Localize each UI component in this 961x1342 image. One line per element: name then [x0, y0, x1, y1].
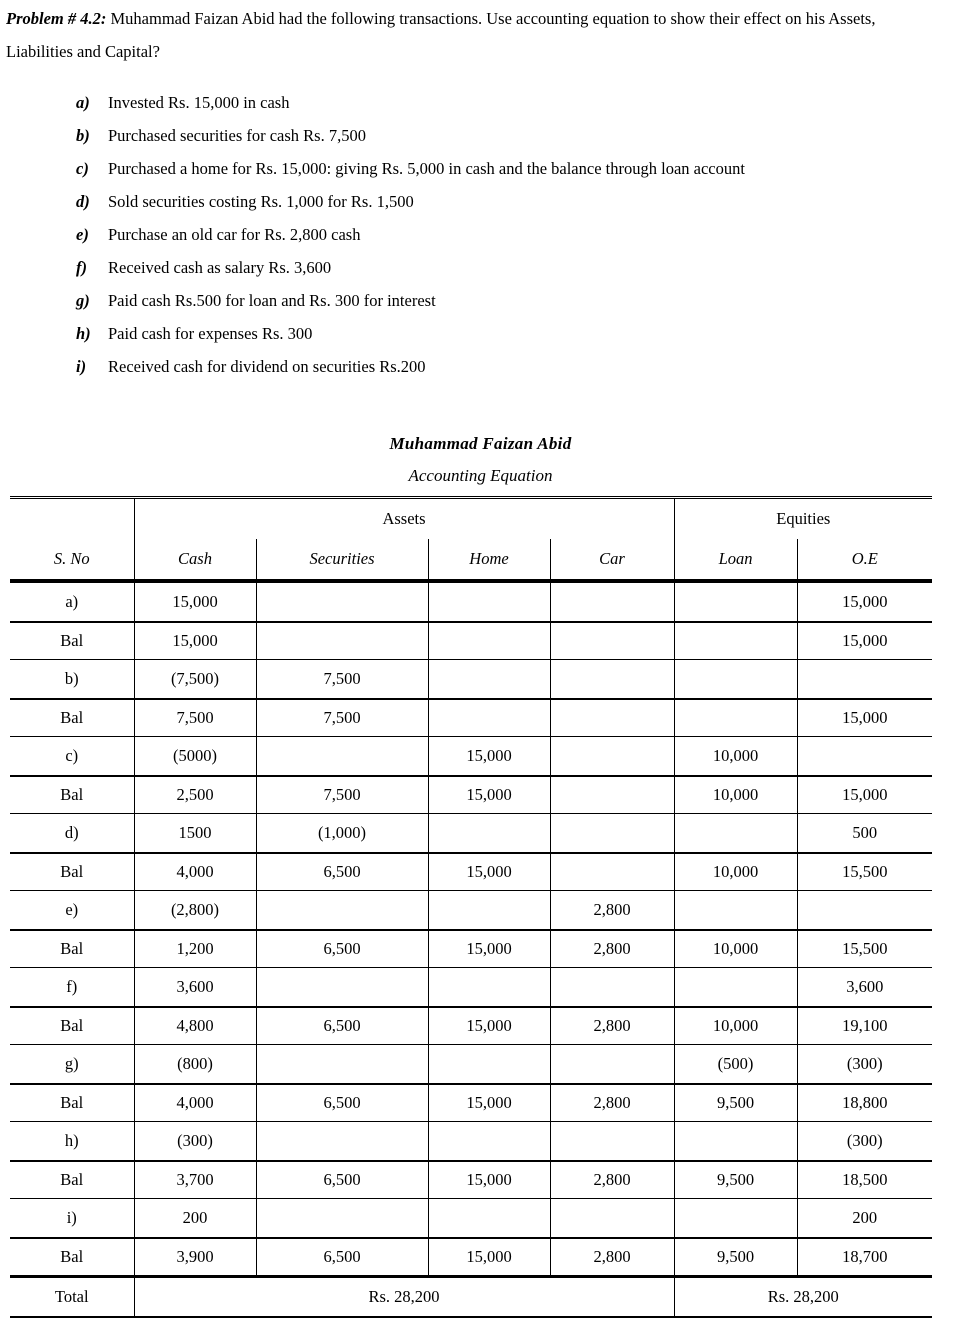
- cell-cash: 15,000: [134, 622, 256, 660]
- column-header-securities: Securities: [256, 539, 428, 581]
- balance-row: [10, 1007, 932, 1045]
- cell-loan: 9,500: [674, 1161, 797, 1199]
- cell-home: [428, 891, 550, 931]
- balance-row: [10, 1238, 932, 1277]
- cell-car: 2,800: [550, 1007, 674, 1045]
- transaction-letter: e): [76, 225, 89, 244]
- transaction-item: [70, 218, 745, 251]
- cell-home: 15,000: [428, 930, 550, 968]
- cell-home: 15,000: [428, 853, 550, 891]
- cell-home: 15,000: [428, 1084, 550, 1122]
- cell-securities: [256, 891, 428, 931]
- cell-loan: [674, 1199, 797, 1239]
- cell-securities: 6,500: [256, 1007, 428, 1045]
- transaction-row: [10, 737, 932, 777]
- cell-cash: (5000): [134, 737, 256, 777]
- balance-row: [10, 1161, 932, 1199]
- cell-loan: 9,500: [674, 1238, 797, 1277]
- transaction-text: Purchase an old car for Rs. 2,800 cash: [108, 225, 361, 244]
- cell-sno: g): [10, 1045, 134, 1085]
- cell-car: 2,800: [550, 930, 674, 968]
- balance-row: [10, 930, 932, 968]
- transaction-row: [10, 1199, 932, 1239]
- cell-car: 2,800: [550, 1084, 674, 1122]
- cell-oe: 15,500: [842, 862, 888, 881]
- transaction-row: [10, 1122, 932, 1162]
- cell-cash: (7,500): [134, 660, 256, 700]
- cell-oe: 15,000: [842, 785, 888, 804]
- cell-oe: 18,700: [842, 1247, 888, 1266]
- cell-cash: 1,200: [134, 930, 256, 968]
- cell-car: [550, 814, 674, 854]
- column-header-car: Car: [550, 539, 674, 581]
- cell-sno: b): [10, 660, 134, 700]
- transaction-row: [10, 891, 932, 931]
- cell-sno: Bal: [10, 930, 134, 968]
- cell-securities: 6,500: [256, 1238, 428, 1277]
- cell-loan: 10,000: [674, 853, 797, 891]
- transaction-item: [70, 185, 745, 218]
- transaction-letter: f): [76, 258, 87, 277]
- cell-loan: 10,000: [674, 1007, 797, 1045]
- column-header-loan: Loan: [674, 539, 797, 581]
- cell-oe: [797, 737, 932, 777]
- cell-oe: [797, 891, 932, 931]
- cell-car: [550, 853, 674, 891]
- balance-row: [10, 776, 932, 814]
- cell-sno: Bal: [10, 1161, 134, 1199]
- total-label: Total: [10, 1277, 134, 1318]
- cell-car: 2,800: [550, 1238, 674, 1277]
- transaction-letter: h): [76, 324, 91, 343]
- cell-sno: c): [10, 737, 134, 777]
- cell-securities: [256, 737, 428, 777]
- cell-loan: [674, 968, 797, 1008]
- column-header-oe: O.E: [851, 549, 878, 568]
- total-assets: Rs. 28,200: [134, 1277, 674, 1318]
- cell-oe: 15,000: [842, 592, 888, 611]
- transaction-item: [70, 284, 745, 317]
- cell-securities: 6,500: [256, 930, 428, 968]
- cell-sno: f): [10, 968, 134, 1008]
- transaction-item: [70, 86, 745, 119]
- cell-home: 15,000: [428, 776, 550, 814]
- cell-car: [550, 699, 674, 737]
- cell-home: 15,000: [428, 737, 550, 777]
- cell-oe: 19,100: [842, 1016, 888, 1035]
- transaction-row: [10, 814, 932, 854]
- balance-row: [10, 853, 932, 891]
- cell-sno: Bal: [10, 699, 134, 737]
- owner-name: Muhammad Faizan Abid: [389, 434, 572, 453]
- cell-cash: 3,700: [134, 1161, 256, 1199]
- statement-heading: [0, 428, 961, 492]
- cell-sno: Bal: [10, 776, 134, 814]
- cell-oe: 15,000: [842, 708, 888, 727]
- balance-row: [10, 1084, 932, 1122]
- problem-label: Problem # 4.2:: [6, 9, 107, 28]
- cell-car: [550, 737, 674, 777]
- cell-sno: Bal: [10, 1238, 134, 1277]
- cell-sno: Bal: [10, 853, 134, 891]
- cell-securities: 6,500: [256, 853, 428, 891]
- cell-securities: [256, 968, 428, 1008]
- cell-oe: (300): [846, 1131, 883, 1150]
- cell-car: [550, 776, 674, 814]
- transaction-letter: i): [76, 357, 87, 376]
- transaction-row: [10, 968, 932, 1008]
- cell-car: [550, 968, 674, 1008]
- column-header-row: [10, 539, 932, 581]
- cell-oe: 18,800: [842, 1093, 888, 1112]
- cell-oe: [797, 660, 932, 700]
- cell-securities: [256, 1199, 428, 1239]
- cell-car: 2,800: [550, 1161, 674, 1199]
- cell-oe: (300): [846, 1054, 883, 1073]
- group-header-row: [10, 498, 932, 540]
- cell-loan: [674, 581, 797, 622]
- cell-securities: 6,500: [256, 1084, 428, 1122]
- cell-loan: 9,500: [674, 1084, 797, 1122]
- cell-sno: d): [10, 814, 134, 854]
- cell-securities: [256, 622, 428, 660]
- total-row: [10, 1277, 932, 1318]
- column-header-sno: S. No: [10, 539, 134, 581]
- cell-securities: [256, 1045, 428, 1085]
- cell-loan: [674, 660, 797, 700]
- cell-home: [428, 1122, 550, 1162]
- transaction-text: Purchased a home for Rs. 15,000: giving Rs. 5,000 in cash and the balance through loan account: [108, 159, 745, 178]
- cell-loan: (500): [674, 1045, 797, 1085]
- cell-sno: Bal: [10, 1084, 134, 1122]
- cell-cash: 4,000: [134, 1084, 256, 1122]
- transaction-row: [10, 1045, 932, 1085]
- cell-cash: (300): [134, 1122, 256, 1162]
- transaction-text: Purchased securities for cash Rs. 7,500: [108, 126, 366, 145]
- cell-cash: 15,000: [134, 581, 256, 622]
- cell-cash: (800): [134, 1045, 256, 1085]
- cell-cash: 3,600: [134, 968, 256, 1008]
- cell-cash: 4,800: [134, 1007, 256, 1045]
- cell-securities: [256, 1122, 428, 1162]
- transaction-letter: d): [76, 192, 90, 211]
- balance-row: [10, 622, 932, 660]
- cell-securities: 7,500: [256, 699, 428, 737]
- cell-sno: Bal: [10, 622, 134, 660]
- cell-securities: 7,500: [256, 776, 428, 814]
- cell-home: [428, 814, 550, 854]
- problem-statement: [6, 2, 946, 68]
- cell-home: [428, 699, 550, 737]
- transaction-item: [70, 152, 745, 185]
- cell-oe: 15,000: [842, 631, 888, 650]
- cell-sno: Bal: [10, 1007, 134, 1045]
- transaction-row: [10, 660, 932, 700]
- cell-home: 15,000: [428, 1238, 550, 1277]
- cell-home: [428, 622, 550, 660]
- column-header-cash: Cash: [134, 539, 256, 581]
- cell-sno: e): [10, 891, 134, 931]
- cell-home: [428, 581, 550, 622]
- cell-loan: [674, 699, 797, 737]
- cell-car: [550, 1199, 674, 1239]
- cell-loan: [674, 622, 797, 660]
- cell-sno: h): [10, 1122, 134, 1162]
- total-equities: Rs. 28,200: [767, 1287, 839, 1306]
- transaction-letter: a): [76, 93, 90, 112]
- cell-cash: 3,900: [134, 1238, 256, 1277]
- cell-oe: 18,500: [842, 1170, 888, 1189]
- cell-loan: [674, 814, 797, 854]
- cell-loan: [674, 891, 797, 931]
- problem-text: Muhammad Faizan Abid had the following transactions. Use accounting equation to show their effect on his Assets, Liabilities and Capital?: [6, 9, 876, 61]
- transaction-text: Sold securities costing Rs. 1,000 for Rs. 1,500: [108, 192, 414, 211]
- cell-loan: 10,000: [674, 930, 797, 968]
- transaction-item: [70, 350, 745, 383]
- accounting-equation-table: [10, 496, 932, 1318]
- cell-oe: 200: [852, 1208, 878, 1227]
- cell-sno: a): [10, 581, 134, 622]
- transaction-list: [70, 86, 745, 383]
- cell-oe: 500: [852, 823, 878, 842]
- cell-securities: [256, 581, 428, 622]
- cell-cash: 2,500: [134, 776, 256, 814]
- cell-cash: 4,000: [134, 853, 256, 891]
- balance-row: [10, 699, 932, 737]
- transaction-letter: g): [76, 291, 90, 310]
- transaction-text: Paid cash Rs.500 for loan and Rs. 300 for interest: [108, 291, 436, 310]
- transaction-text: Paid cash for expenses Rs. 300: [108, 324, 313, 343]
- cell-oe: 15,500: [842, 939, 888, 958]
- equities-group-header: Equities: [674, 498, 932, 540]
- transaction-text: Invested Rs. 15,000 in cash: [108, 93, 290, 112]
- cell-loan: 10,000: [674, 776, 797, 814]
- cell-car: [550, 622, 674, 660]
- cell-loan: 10,000: [674, 737, 797, 777]
- transaction-item: [70, 119, 745, 152]
- cell-sno: i): [10, 1199, 134, 1239]
- column-header-home: Home: [428, 539, 550, 581]
- assets-group-header: Assets: [134, 498, 674, 540]
- cell-home: 15,000: [428, 1007, 550, 1045]
- cell-car: [550, 1122, 674, 1162]
- cell-home: [428, 1045, 550, 1085]
- cell-cash: 200: [134, 1199, 256, 1239]
- transaction-letter: c): [76, 159, 89, 178]
- cell-home: [428, 968, 550, 1008]
- cell-loan: [674, 1122, 797, 1162]
- transaction-text: Received cash for dividend on securities Rs.200: [108, 357, 426, 376]
- cell-home: 15,000: [428, 1161, 550, 1199]
- cell-car: [550, 660, 674, 700]
- cell-cash: (2,800): [134, 891, 256, 931]
- cell-home: [428, 1199, 550, 1239]
- cell-car: [550, 581, 674, 622]
- transaction-item: [70, 251, 745, 284]
- cell-oe: 3,600: [846, 977, 884, 996]
- transaction-text: Received cash as salary Rs. 3,600: [108, 258, 332, 277]
- cell-car: 2,800: [550, 891, 674, 931]
- cell-cash: 1500: [134, 814, 256, 854]
- transaction-item: [70, 317, 745, 350]
- transaction-row: [10, 581, 932, 622]
- cell-car: [550, 1045, 674, 1085]
- cell-securities: (1,000): [256, 814, 428, 854]
- cell-cash: 7,500: [134, 699, 256, 737]
- statement-subtitle: Accounting Equation: [408, 466, 553, 485]
- cell-home: [428, 660, 550, 700]
- transaction-letter: b): [76, 126, 90, 145]
- cell-securities: 7,500: [256, 660, 428, 700]
- cell-securities: 6,500: [256, 1161, 428, 1199]
